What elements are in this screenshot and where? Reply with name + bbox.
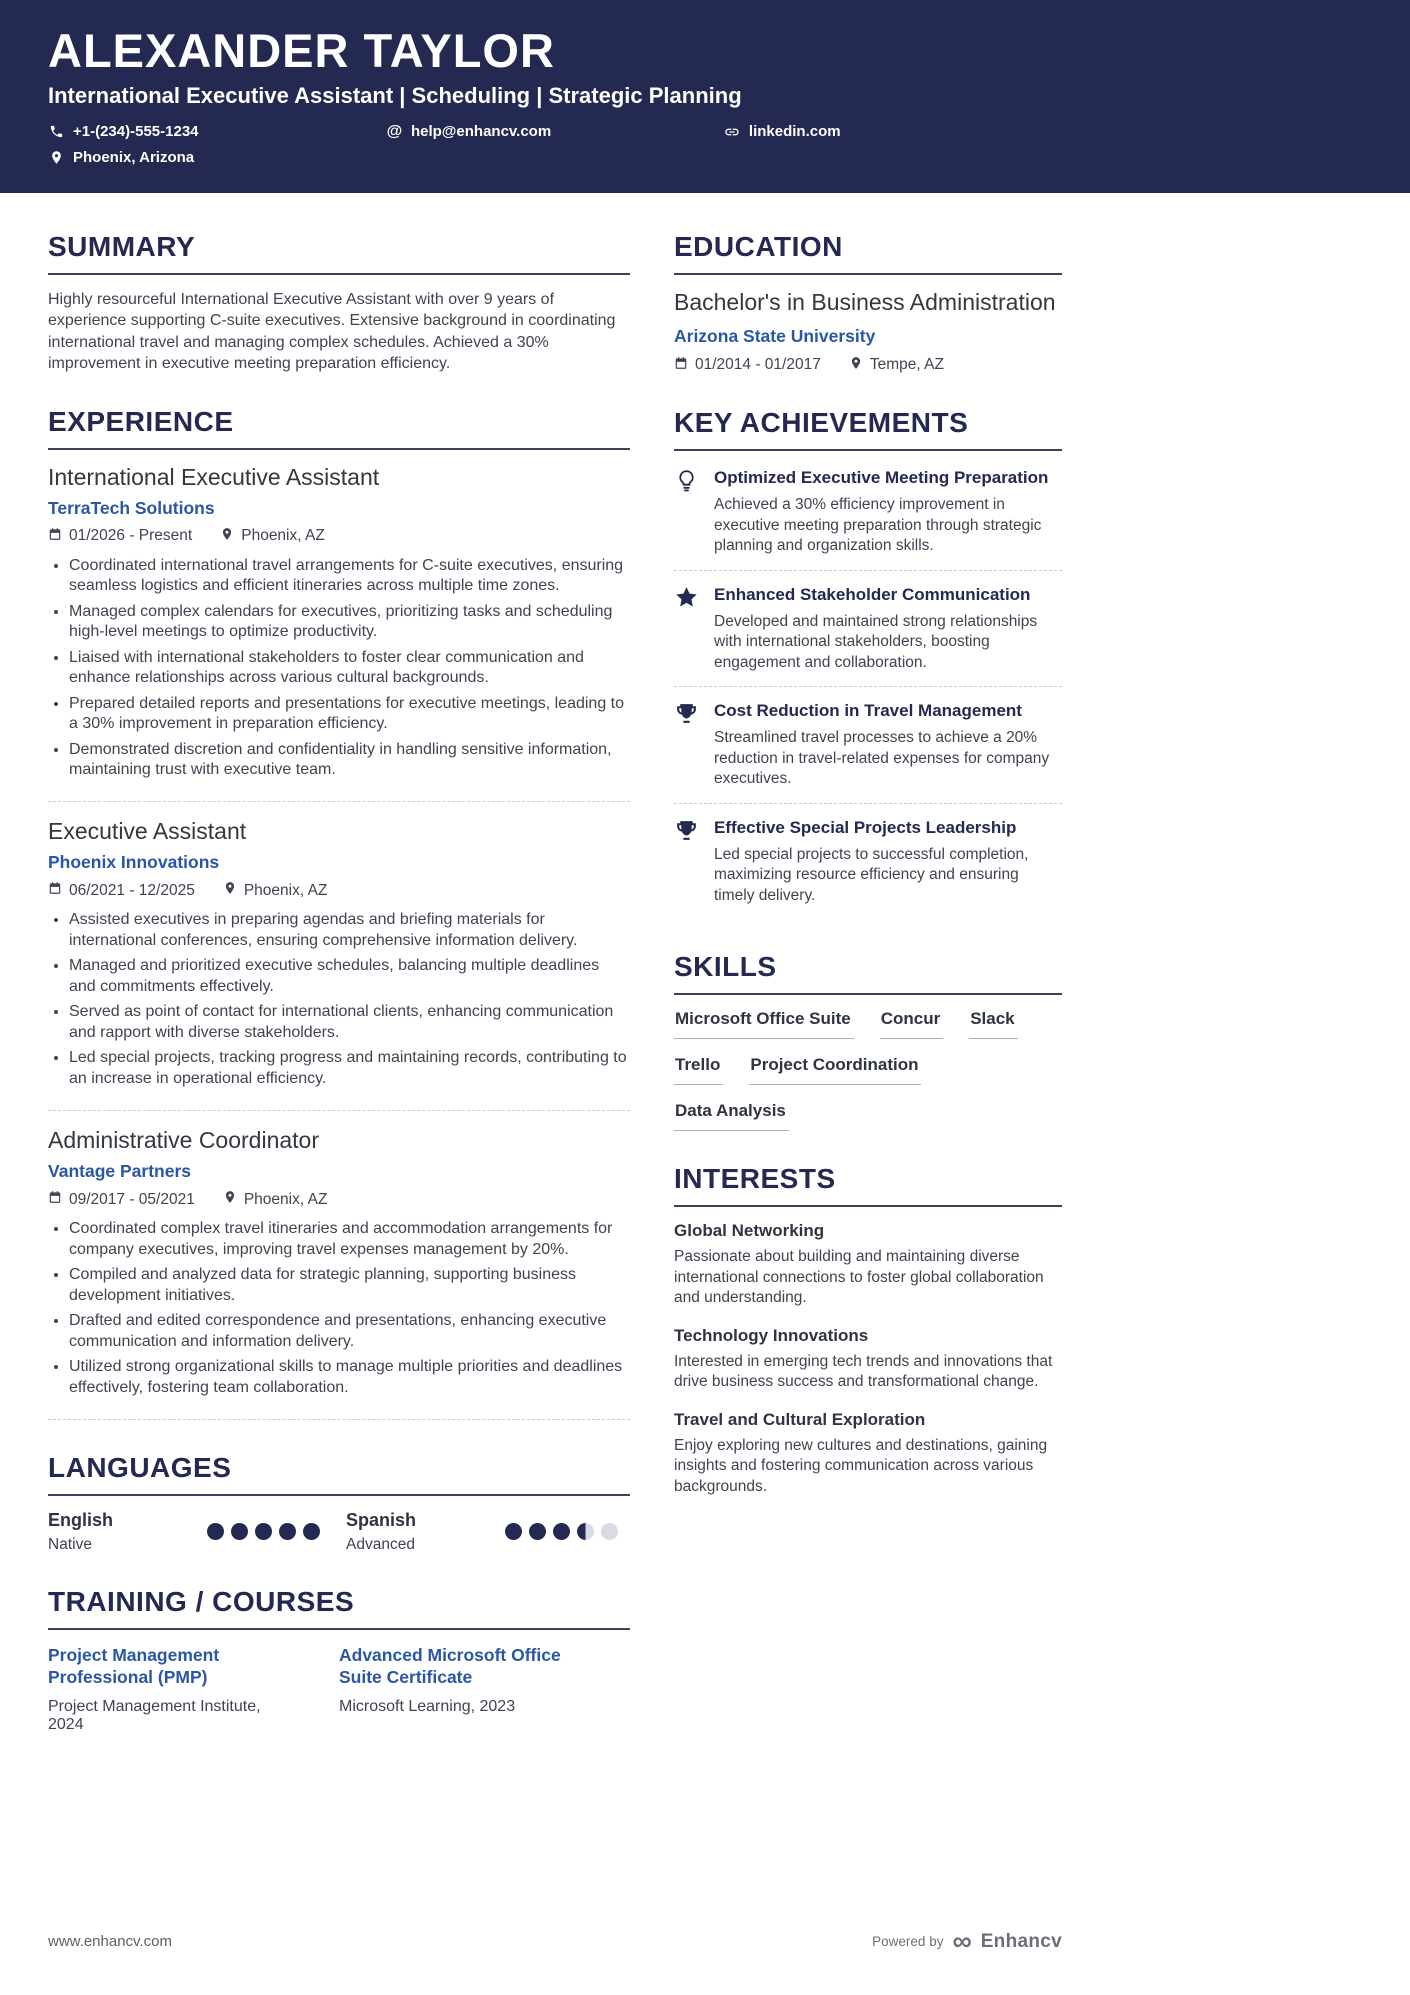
language-name: English: [48, 1509, 114, 1530]
language-name: Spanish: [346, 1509, 417, 1530]
achievement-text: Streamlined travel processes to achieve a 20% reduction in travel-related expenses for company executives.: [714, 729, 1050, 788]
calendar-icon: [48, 527, 62, 546]
location-pin-icon: [220, 527, 234, 546]
skill-tag: Data Analysis: [674, 1101, 789, 1131]
location-icon: [48, 150, 65, 165]
key-achievements-section: [674, 407, 1062, 919]
summary-section: [48, 231, 630, 373]
job-bullet: • Coordinated international travel arrangements for C-suite executives, ensuring seamless logistics and efficient itineraries across multiple time zones.: [69, 556, 630, 597]
language-level-label: Advanced: [346, 1535, 415, 1553]
job-dates: [48, 527, 192, 546]
contact-email-text: help@enhancv.com: [410, 123, 552, 141]
course-org: Project Management Institute, 2024: [48, 1697, 261, 1733]
job-location: [220, 527, 325, 546]
course-name: Advanced Microsoft Office Suite Certificate: [339, 1644, 561, 1688]
calendar-icon: [674, 356, 688, 375]
job-entry: [48, 464, 630, 803]
job-entry: [48, 1127, 630, 1420]
achievement-text: Developed and maintained strong relationships with international stakeholders, boosting engagement and collaboration.: [714, 612, 1038, 671]
powered-by-label: Powered by: [872, 1934, 944, 1949]
job-location-text: Phoenix, AZ: [241, 527, 325, 545]
achievement-item: [674, 465, 1062, 570]
job-bullet: • Coordinated complex travel itineraries and accommodation arrangements for company executives, improving travel expenses management by 20%.: [69, 1219, 630, 1260]
job-bullet: • Managed complex calendars for executives, prioritizing tasks and scheduling high-level meetings to optimize productivity.: [69, 602, 630, 643]
job-meta: [48, 1190, 630, 1209]
interest-heading: Travel and Cultural Exploration: [674, 1409, 926, 1429]
training-section: [48, 1586, 630, 1734]
job-bullet: • Managed and prioritized executive schedules, balancing multiple deadlines and commitments effectively.: [69, 956, 630, 997]
job-company: TerraTech Solutions: [48, 497, 215, 518]
key-achievements-title: KEY ACHIEVEMENTS: [674, 407, 1062, 451]
phone-icon: [48, 124, 65, 139]
enhancv-brand: Enhancv: [980, 1930, 1062, 1952]
school-name: Arizona State University: [674, 325, 876, 346]
job-date-text: 06/2021 - 12/2025: [69, 881, 195, 899]
contact-linkedin[interactable]: [724, 123, 1062, 140]
achievement-item: [674, 686, 1062, 803]
enhancv-website-link[interactable]: www.enhancv.com: [48, 1933, 172, 1950]
language-item: [346, 1510, 630, 1554]
job-role: International Executive Assistant: [48, 463, 380, 490]
course-org: Microsoft Learning, 2023: [339, 1697, 516, 1715]
proficiency-dot: [255, 1523, 272, 1540]
job-meta: [48, 527, 630, 546]
education-dates: [674, 356, 821, 375]
achievement-item: [674, 803, 1062, 920]
skills-list: [674, 1009, 1062, 1131]
resume-header: [0, 0, 1410, 193]
skill-tag: Microsoft Office Suite: [674, 1009, 854, 1039]
achievement-item: [674, 570, 1062, 687]
left-column: [48, 231, 630, 1765]
job-location-text: Phoenix, AZ: [243, 1190, 328, 1208]
language-proficiency-dots: [207, 1523, 320, 1540]
interest-text: Interested in emerging tech trends and innovations that drive business success and transformational change.: [674, 1352, 1053, 1391]
interest-heading: Global Networking: [674, 1221, 825, 1241]
calendar-icon: [48, 881, 62, 900]
achievement-heading: Optimized Executive Meeting Preparation: [714, 467, 1049, 487]
proficiency-dot: [207, 1523, 224, 1540]
page-footer: [48, 1928, 1062, 1955]
job-location-text: Phoenix, AZ: [243, 881, 328, 899]
job-company: Vantage Partners: [48, 1161, 191, 1182]
candidate-headline: International Executive Assistant | Scheduling | Strategic Planning: [48, 83, 742, 109]
job-dates: [48, 1190, 195, 1209]
location-pin-icon: [223, 1190, 237, 1209]
trophy-icon: [674, 817, 700, 907]
job-entry: [48, 818, 630, 1111]
proficiency-dot: [303, 1523, 320, 1540]
proficiency-dot: [529, 1523, 546, 1540]
achievement-heading: Effective Special Projects Leadership: [714, 817, 1017, 837]
proficiency-dot: [505, 1523, 522, 1540]
skill-tag: Slack: [969, 1009, 1017, 1039]
email-icon: @: [386, 122, 403, 140]
job-bullet: • Utilized strong organizational skills to manage multiple priorities and deadlines effectively, fostering team collaboration.: [69, 1357, 630, 1398]
contact-phone: [48, 123, 386, 140]
job-date-text: 09/2017 - 05/2021: [69, 1190, 195, 1208]
job-bullet: • Liaised with international stakeholders to foster clear communication and enhance relationships across various cultural backgrounds.: [69, 648, 630, 689]
contact-location-text: Phoenix, Arizona: [73, 149, 195, 167]
skill-tag: Trello: [674, 1055, 723, 1085]
job-bullet: • Prepared detailed reports and presentations for executive meetings, leading to a 30% improvement in preparation efficiency.: [69, 694, 630, 735]
interests-section: [674, 1163, 1062, 1497]
trophy-icon: [674, 700, 700, 790]
job-bullets: [48, 556, 630, 781]
achievement-heading: Cost Reduction in Travel Management: [714, 701, 1022, 721]
location-pin-icon: [849, 356, 863, 375]
education-section: [674, 231, 1062, 375]
proficiency-dot: [231, 1523, 248, 1540]
course-name: Project Management Professional (PMP): [48, 1644, 220, 1688]
experience-section: [48, 406, 630, 1420]
education-date-text: 01/2014 - 01/2017: [695, 356, 821, 374]
job-role: Executive Assistant: [48, 818, 247, 845]
education-title: EDUCATION: [674, 231, 1062, 275]
calendar-icon: [48, 1190, 62, 1209]
interest-heading: Technology Innovations: [674, 1325, 869, 1345]
job-bullets: [48, 910, 630, 1089]
lightbulb-icon: [674, 467, 700, 557]
job-bullet: • Demonstrated discretion and confidentiality in handling sensitive information, maintaining trust with executive team.: [69, 740, 630, 781]
contact-linkedin-text: linkedin.com: [748, 123, 841, 141]
contact-list: [48, 123, 1062, 175]
achievement-text: Led special projects to successful completion, maximizing resource efficiency and ensuring timely delivery.: [714, 846, 1029, 904]
achievement-text: Achieved a 30% efficiency improvement in executive meeting preparation through strategic planning and organization skills.: [714, 496, 1042, 555]
link-icon: [724, 124, 741, 140]
interest-item: [674, 1410, 1062, 1497]
languages-section: [48, 1452, 630, 1554]
summary-title: SUMMARY: [48, 231, 630, 275]
education-location-text: Tempe, AZ: [869, 356, 944, 374]
experience-title: EXPERIENCE: [48, 406, 630, 450]
job-role: Administrative Coordinator: [48, 1127, 320, 1154]
education-meta: [674, 356, 1062, 375]
proficiency-dot: [601, 1523, 618, 1540]
degree-name: Bachelor's in Business Administration: [674, 289, 1056, 316]
contact-phone-text: +1-(234)-555-1234: [73, 123, 199, 141]
contact-location: [48, 149, 386, 166]
skill-tag: Project Coordination: [749, 1055, 921, 1085]
job-bullet: • Compiled and analyzed data for strategic planning, supporting business development initiatives.: [69, 1265, 630, 1306]
language-level-label: Native: [48, 1535, 92, 1553]
course-item: [48, 1644, 339, 1734]
skill-tag: Concur: [880, 1009, 944, 1039]
summary-text: Highly resourceful International Executive Assistant with over 9 years of experience supporting C-suite executives. Extensive background in coordinating international travel and managing complex schedules. Achieved a 30% improvement in executive meeting preparation efficiency.: [48, 291, 616, 372]
job-bullet: • Assisted executives in preparing agendas and briefing materials for international conferences, ensuring comprehensive information delivery.: [69, 910, 630, 951]
candidate-name: ALEXANDER TAYLOR: [48, 24, 555, 77]
interest-text: Passionate about building and maintaining diverse international connections to foster global collaboration and understanding.: [674, 1248, 1044, 1307]
job-dates: [48, 881, 195, 900]
job-date-text: 01/2026 - Present: [69, 527, 193, 545]
achievement-heading: Enhanced Stakeholder Communication: [714, 584, 1031, 604]
star-icon: [674, 584, 700, 674]
contact-email[interactable]: [386, 123, 724, 140]
skills-section: [674, 951, 1062, 1131]
proficiency-dot: [553, 1523, 570, 1540]
job-bullet: • Drafted and edited correspondence and presentations, enhancing executive communication and information delivery.: [69, 1311, 630, 1352]
training-title: TRAINING / COURSES: [48, 1586, 630, 1630]
interest-item: [674, 1326, 1062, 1393]
job-company: Phoenix Innovations: [48, 852, 220, 873]
job-location: [223, 1190, 328, 1209]
languages-title: LANGUAGES: [48, 1452, 630, 1496]
location-pin-icon: [223, 881, 237, 900]
job-meta: [48, 881, 630, 900]
right-column: [674, 231, 1062, 1765]
language-proficiency-dots: [505, 1523, 618, 1540]
job-bullet: • Led special projects, tracking progress and maintaining records, contributing to an increase in operational efficiency.: [69, 1048, 630, 1089]
enhancv-logo-icon: ∞: [952, 1926, 972, 1956]
job-bullets: [48, 1219, 630, 1398]
powered-by: [872, 1928, 1062, 1955]
education-location: [849, 356, 944, 375]
course-item: [339, 1644, 630, 1734]
interest-text: Enjoy exploring new cultures and destinations, gaining insights and fostering communication across various backgrounds.: [674, 1436, 1048, 1495]
interests-title: INTERESTS: [674, 1163, 1062, 1207]
language-item: [48, 1510, 346, 1554]
skills-title: SKILLS: [674, 951, 1062, 995]
proficiency-dot: [279, 1523, 296, 1540]
job-bullet: • Served as point of contact for international clients, enhancing communication and rapport with diverse stakeholders.: [69, 1002, 630, 1043]
interest-item: [674, 1221, 1062, 1308]
job-location: [223, 881, 328, 900]
proficiency-dot: [577, 1523, 594, 1540]
